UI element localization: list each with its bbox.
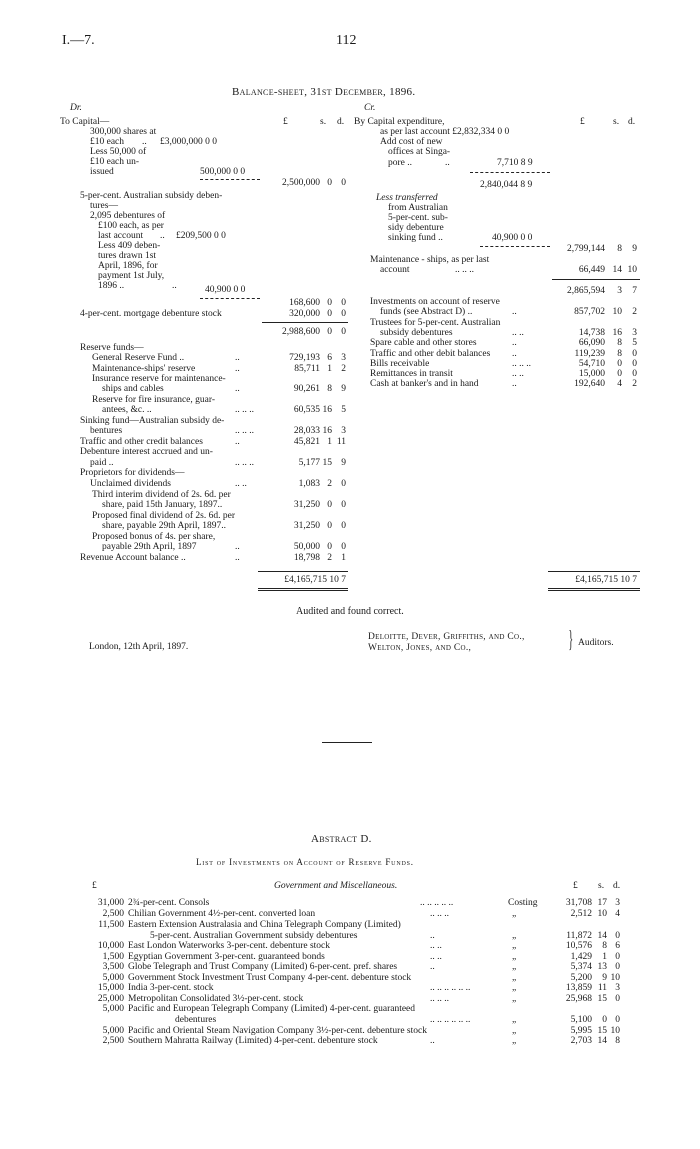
- dots: .. ..: [430, 941, 442, 951]
- dr-row-amount: 1,083: [298, 479, 320, 489]
- investment-cost-s: 17: [597, 898, 607, 908]
- dr-row-d: 9: [341, 384, 346, 394]
- dr-row-label: Third interim dividend of 2s. 6d. per: [92, 490, 231, 500]
- investment-cost-s: 14: [597, 1036, 607, 1046]
- costing-mark: „: [512, 962, 517, 972]
- investment-cost-pounds: 11,872: [566, 931, 592, 941]
- cr-row-label: Traffic and other debit balances: [370, 349, 491, 359]
- investment-description: Chilian Government 4½-per-cent. converted loan: [128, 909, 316, 919]
- aus-line: 5-per-cent. Australian subsidy deben-: [80, 191, 223, 201]
- dr-row-s: 1: [327, 437, 332, 447]
- investment-cost-d: 0: [615, 962, 620, 972]
- dr-subtotal-d: 0: [341, 327, 346, 337]
- balance-sheet-title: Balance-sheet, 31st December, 1896.: [232, 86, 416, 98]
- reserve-heading: Reserve funds—: [80, 343, 144, 353]
- investment-cost-d: 4: [615, 909, 620, 919]
- aus-line: tures—: [90, 201, 118, 211]
- dr-label: Dr.: [70, 103, 82, 113]
- cr-subtotal-d: 7: [632, 286, 637, 296]
- dr-row-label: Sinking fund—Australian subsidy de-: [80, 416, 225, 426]
- cr-cap-line: 5-per-cent. sub-: [388, 213, 448, 223]
- dots: ..: [512, 338, 517, 348]
- cr-subtotal: 2,865,594: [567, 286, 605, 296]
- capital-line: £10 each un-: [90, 157, 140, 167]
- dr-row-d: 5: [341, 405, 346, 415]
- dr-row-label: paid ..: [90, 458, 114, 468]
- investment-description: debentures: [175, 1015, 217, 1025]
- cr-row-s: 4: [617, 379, 622, 389]
- investment-description: Egyptian Government 3-per-cent. guaranteed bonds: [128, 952, 325, 962]
- costing-mark: „: [512, 973, 517, 983]
- costing-mark: „: [512, 1026, 517, 1036]
- investment-nominal: 25,000: [97, 994, 124, 1004]
- maint-s: 14: [612, 265, 622, 275]
- investment-cost-d: 10: [610, 1026, 620, 1036]
- dots: .. .. ..: [235, 405, 254, 415]
- dr-row-s: 16: [322, 405, 332, 415]
- investment-nominal: 31,000: [97, 898, 124, 908]
- dr-row-label: share, paid 15th January, 1897..: [102, 500, 223, 510]
- dr-row-d: 0: [341, 479, 346, 489]
- cr-row-amount: 192,640: [574, 379, 605, 389]
- aus-total-s: 0: [327, 298, 332, 308]
- dots: ..: [160, 231, 165, 241]
- dr-row-label: Proprietors for dividends—: [80, 468, 185, 478]
- dr-row-label: Insurance reserve for maintenance-: [92, 374, 226, 384]
- costing-mark: „: [512, 983, 517, 993]
- investment-cost-s: 15: [597, 994, 607, 1004]
- costing-mark: „: [512, 909, 517, 919]
- dots: ..: [172, 281, 177, 291]
- divider: [548, 571, 640, 572]
- dr-row-amount: 5,177: [298, 458, 320, 468]
- investment-description: Metropolitan Consolidated 3½-per-cent. stock: [128, 994, 304, 1004]
- dr-grand-total: £4,165,715 10 7: [284, 575, 346, 585]
- cr-row-label: Bills receivable: [370, 359, 430, 369]
- divider: [470, 172, 550, 173]
- audit-statement: Audited and found correct.: [296, 606, 404, 617]
- investment-cost-s: 14: [597, 931, 607, 941]
- investment-cost-d: 10: [610, 973, 620, 983]
- maint-line: account: [380, 265, 410, 275]
- costing-mark: „: [512, 1036, 517, 1046]
- cr-row-label: Spare cable and other stores: [370, 338, 477, 348]
- abstract-col-s: s.: [598, 881, 605, 891]
- dr-subtotal-s: 0: [327, 327, 332, 337]
- dr-row-label: Reserve for fire insurance, guar-: [92, 395, 215, 405]
- cr-cap-total-d: 9: [632, 244, 637, 254]
- cr-row-amount: 14,738: [578, 328, 605, 338]
- cr-row-label: Investments on account of reserve: [370, 297, 500, 307]
- dr-row-d: 0: [341, 500, 346, 510]
- dr-row-d: 11: [336, 437, 346, 447]
- dr-row-label: payable 29th April, 1897: [102, 542, 197, 552]
- investment-nominal: 2,500: [102, 1036, 124, 1046]
- cr-cap-line: sinking fund ..: [388, 233, 443, 243]
- investment-cost-s: 15: [597, 1026, 607, 1036]
- investment-description: Eastern Extension Australasia and China Telegraph Company (Limited): [128, 920, 401, 930]
- cr-row-amount: 54,710: [578, 359, 605, 369]
- cr-row-d: 3: [632, 328, 637, 338]
- cr-row-label: Cash at banker's and in hand: [370, 379, 479, 389]
- dots: ..: [430, 962, 435, 972]
- dr-row-label: ships and cables: [102, 384, 164, 394]
- abstract-section: Government and Miscellaneous.: [274, 881, 398, 891]
- cr-row-d: 5: [632, 338, 637, 348]
- investment-cost-d: 0: [615, 952, 620, 962]
- cr-cap-line: offices at Singa-: [388, 147, 451, 157]
- investment-description: Pacific and European Telegraph Company (Limited) 4-per-cent. guaranteed: [128, 1004, 416, 1014]
- dr-row-s: 2: [327, 553, 332, 563]
- dots: ..: [235, 542, 240, 552]
- cr-row-s: 8: [617, 349, 622, 359]
- dr-row-s: 16: [322, 426, 332, 436]
- costing-mark: „: [512, 994, 517, 1004]
- auditor-firm-2: Welton, Jones, and Co.,: [368, 643, 472, 653]
- dr-row-d: 3: [341, 353, 346, 363]
- dots: ..: [512, 379, 517, 389]
- capital-line: £10 each: [90, 137, 125, 147]
- dr-row-label: General Reserve Fund ..: [92, 353, 185, 363]
- investment-description: 5-per-cent. Australian Government subsidy debentures: [150, 931, 358, 941]
- audit-place-date: London, 12th April, 1897.: [89, 642, 189, 652]
- dr-row-amount: 729,193: [289, 353, 320, 363]
- cr-row-d: 0: [632, 349, 637, 359]
- abstract-title: Abstract D.: [311, 833, 372, 845]
- investment-cost-s: 8: [602, 941, 607, 951]
- cr-cap-total-s: 8: [617, 244, 622, 254]
- divider: [548, 588, 640, 589]
- dr-row-amount: 60,535: [293, 405, 320, 415]
- divider: [262, 322, 348, 323]
- capital-total-s: 0: [327, 178, 332, 188]
- dr-row-amount: 50,000: [293, 542, 320, 552]
- cr-cap-line: By Capital expenditure,: [354, 117, 445, 127]
- aus-line: last account: [98, 231, 144, 241]
- cr-cap-total: 2,799,144: [567, 244, 605, 254]
- investment-cost-pounds: 5,374: [570, 962, 592, 972]
- dots: .. .. ..: [430, 994, 449, 1004]
- investment-nominal: 2,500: [102, 909, 124, 919]
- dr-row-d: 9: [341, 458, 346, 468]
- cr-row-s: 10: [612, 307, 622, 317]
- dots: ..: [445, 158, 450, 168]
- cr-col-d: d.: [628, 117, 636, 127]
- cr-cap-line: pore ..: [388, 158, 413, 168]
- dr-row-amount: 28,033: [293, 426, 320, 436]
- abstract-col-d: d.: [613, 881, 621, 891]
- dr-row-d: 2: [341, 364, 346, 374]
- dr-row-label: Traffic and other credit balances: [80, 437, 203, 447]
- aus-line: Less 409 deben-: [98, 241, 161, 251]
- costing-mark: „: [512, 941, 517, 951]
- dr-row-label: bentures: [90, 426, 123, 436]
- investment-nominal: 15,000: [97, 983, 124, 993]
- mortgage-label: 4-per-cent. mortgage debenture stock: [80, 309, 222, 319]
- costing-mark: „: [512, 931, 517, 941]
- dots: .. ..: [512, 369, 524, 379]
- dr-row-amount: 90,261: [293, 384, 320, 394]
- investment-cost-d: 6: [615, 941, 620, 951]
- investment-cost-pounds: 25,968: [565, 994, 592, 1004]
- dr-row-s: 0: [327, 542, 332, 552]
- dots: ..: [235, 553, 240, 563]
- investment-description: Pacific and Oriental Steam Navigation Company 3½-per-cent. debenture stock: [128, 1026, 427, 1036]
- auditors-label: Auditors.: [578, 638, 614, 648]
- dr-col-s: s.: [320, 117, 327, 127]
- dr-row-s: 0: [327, 521, 332, 531]
- investment-cost-s: 10: [597, 909, 607, 919]
- aus-line: 1896 ..: [98, 281, 125, 291]
- abstract-col-nominal: £: [92, 881, 97, 891]
- section-divider: [322, 742, 372, 743]
- dr-col-d: d.: [337, 117, 345, 127]
- cr-row-amount: 15,000: [578, 369, 605, 379]
- divider: [258, 588, 348, 589]
- aus-line: payment 1st July,: [98, 271, 165, 281]
- aus-line: £100 each, as per: [98, 221, 164, 231]
- capital-heading: To Capital—: [60, 117, 110, 127]
- dots: .. .. .. .. ..: [420, 898, 454, 908]
- dr-row-s: 15: [322, 458, 332, 468]
- investment-cost-d: 0: [615, 994, 620, 1004]
- aus-gross: £209,500 0 0: [176, 231, 226, 241]
- investment-cost-s: 9: [602, 973, 607, 983]
- investment-cost-s: 1: [602, 952, 607, 962]
- dr-row-s: 2: [327, 479, 332, 489]
- cr-row-d: 0: [632, 359, 637, 369]
- dr-row-label: antees, &c. ..: [102, 405, 152, 415]
- investment-cost-pounds: 31,708: [565, 898, 592, 908]
- cr-cap-less: 40,900 0 0: [492, 233, 533, 243]
- investment-description: 2¾-per-cent. Consols: [128, 898, 210, 908]
- investment-cost-pounds: 5,995: [570, 1026, 592, 1036]
- cr-cap-line: as per last account £2,832,334 0 0: [380, 127, 510, 137]
- cr-grand-total: £4,165,715 10 7: [575, 575, 637, 585]
- dr-row-s: 6: [327, 353, 332, 363]
- cr-row-s: 16: [612, 328, 622, 338]
- page-number: 112: [336, 33, 357, 48]
- dr-row-amount: 31,250: [293, 500, 320, 510]
- investment-description: Government Stock Investment Trust Company 4-per-cent. debenture stock: [128, 973, 412, 983]
- investment-cost-d: 8: [615, 1036, 620, 1046]
- divider: [548, 590, 640, 591]
- maint-line: Maintenance - ships, as per last: [370, 255, 490, 265]
- cr-row-d: 2: [632, 379, 637, 389]
- dots: .. .. ..: [235, 458, 254, 468]
- investment-description: East London Waterworks 3-per-cent. debenture stock: [128, 941, 330, 951]
- dots: ..: [512, 307, 517, 317]
- dr-row-s: 1: [327, 364, 332, 374]
- cr-cap-line: Less transferred: [376, 193, 438, 203]
- investment-cost-pounds: 5,100: [570, 1015, 592, 1025]
- investment-nominal: 3,500: [102, 962, 124, 972]
- costing-mark: Costing: [508, 898, 538, 908]
- dots: .. ..: [235, 479, 247, 489]
- investment-cost-pounds: 1,429: [570, 952, 592, 962]
- capital-total-d: 0: [341, 178, 346, 188]
- abstract-subtitle: List of Investments on Account of Reserve Funds.: [196, 857, 414, 867]
- cr-row-s: 8: [617, 338, 622, 348]
- dots: .. ..: [430, 952, 442, 962]
- aus-total: 168,600: [289, 298, 320, 308]
- dr-row-s: 8: [327, 384, 332, 394]
- cr-row-amount: 119,239: [574, 349, 605, 359]
- dr-row-label: Maintenance-ships' reserve: [92, 364, 196, 374]
- divider: [258, 590, 348, 591]
- divider: [258, 571, 348, 572]
- investment-cost-d: 3: [615, 983, 620, 993]
- cr-row-label: Trustees for 5-per-cent. Australian: [370, 318, 501, 328]
- dr-row-s: 0: [327, 500, 332, 510]
- cr-row-label: subsidy debentures: [380, 328, 453, 338]
- brace: }: [568, 627, 574, 653]
- investment-nominal: 1,500: [102, 952, 124, 962]
- dots: .. .. .. .. .. ..: [430, 1015, 471, 1025]
- mortgage-d: 0: [341, 309, 346, 319]
- cr-row-d: 2: [632, 307, 637, 317]
- dots: ..: [235, 364, 240, 374]
- investment-cost-d: 0: [615, 1015, 620, 1025]
- investment-cost-s: 13: [597, 962, 607, 972]
- cr-cap-add: 7,710 8 9: [497, 158, 533, 168]
- cr-cap-line: Add cost of new: [380, 137, 443, 147]
- maint-amount: 66,449: [578, 265, 605, 275]
- investment-description: Globe Telegraph and Trust Company (Limited) 6-per-cent. pref. shares: [128, 962, 398, 972]
- investment-cost-s: 0: [602, 1015, 607, 1025]
- dots: .. .. ..: [455, 265, 474, 275]
- dr-row-amount: 85,711: [294, 364, 320, 374]
- aus-total-d: 0: [341, 298, 346, 308]
- costing-mark: „: [512, 952, 517, 962]
- aus-line: 2,095 debentures of: [90, 211, 166, 221]
- cr-row-label: funds (see Abstract D) ..: [380, 307, 473, 317]
- investment-nominal: 11,500: [98, 920, 124, 930]
- mortgage-s: 0: [327, 309, 332, 319]
- aus-line: tures drawn 1st: [98, 251, 157, 261]
- investment-description: India 3-per-cent. stock: [128, 983, 214, 993]
- capital-line: issued: [90, 167, 114, 177]
- costing-mark: „: [512, 1015, 517, 1025]
- investment-nominal: 10,000: [97, 941, 124, 951]
- cr-col-pound: £: [580, 117, 585, 127]
- mortgage-amount: 320,000: [289, 309, 320, 319]
- cr-label: Cr.: [364, 103, 376, 113]
- dots: ..: [430, 1036, 435, 1046]
- dr-subtotal: 2,988,600: [282, 327, 320, 337]
- investment-description: Southern Mahratta Railway (Limited) 4-per-cent. debenture stock: [128, 1036, 378, 1046]
- dots: .. ..: [512, 328, 524, 338]
- cr-cap-line: sidy debenture: [388, 223, 444, 233]
- dr-row-d: 3: [341, 426, 346, 436]
- investment-cost-s: 11: [597, 983, 607, 993]
- investment-nominal: 5,000: [102, 1026, 124, 1036]
- dots: ..: [430, 931, 435, 941]
- dots: ..: [142, 137, 147, 147]
- dr-row-label: Debenture interest accrued and un-: [80, 447, 213, 457]
- dots: ..: [512, 349, 517, 359]
- page-ref: I.—7.: [62, 33, 95, 48]
- dots: .. .. ..: [235, 426, 254, 436]
- investment-cost-d: 0: [615, 931, 620, 941]
- aus-line: April, 1896, for: [98, 261, 158, 271]
- dr-row-amount: 31,250: [293, 521, 320, 531]
- dots: .. .. ..: [512, 359, 531, 369]
- investment-nominal: 5,000: [102, 973, 124, 983]
- dr-col-pound: £: [283, 117, 288, 127]
- investment-cost-pounds: 2,512: [570, 909, 592, 919]
- dr-row-amount: 18,798: [293, 553, 320, 563]
- capital-unissued: 500,000 0 0: [200, 167, 246, 177]
- dr-row-label: Unclaimed dividends: [90, 479, 171, 489]
- dots: ..: [235, 384, 240, 394]
- dots: ..: [235, 353, 240, 363]
- investment-cost-pounds: 10,576: [565, 941, 592, 951]
- dr-row-d: 0: [341, 521, 346, 531]
- cr-subtotal-s: 3: [617, 286, 622, 296]
- investment-cost-d: 3: [615, 898, 620, 908]
- investment-cost-pounds: 13,859: [565, 983, 592, 993]
- investment-cost-pounds: 2,703: [570, 1036, 592, 1046]
- capital-gross: £3,000,000 0 0: [160, 137, 217, 147]
- dr-row-amount: 45,821: [293, 437, 320, 447]
- dr-row-label: Revenue Account balance ..: [80, 553, 186, 563]
- cr-cap-gross: 2,840,044 8 9: [480, 180, 533, 190]
- cr-row-amount: 66,090: [578, 338, 605, 348]
- cr-cap-line: from Australian: [388, 203, 448, 213]
- dots: ..: [235, 437, 240, 447]
- dots: .. .. ..: [430, 909, 449, 919]
- dots: .. .. .. .. .. ..: [430, 983, 471, 993]
- cr-row-label: Remittances in transit: [370, 369, 453, 379]
- abstract-col-pound: £: [573, 881, 578, 891]
- investment-cost-pounds: 5,200: [570, 973, 592, 983]
- dr-row-label: Proposed bonus of 4s. per share,: [92, 532, 216, 542]
- maint-d: 10: [627, 265, 637, 275]
- dr-row-d: 0: [341, 542, 346, 552]
- investment-nominal: 5,000: [102, 1004, 124, 1014]
- dr-row-label: share, payable 29th April, 1897..: [102, 521, 227, 531]
- cr-row-s: 0: [617, 369, 622, 379]
- aus-drawn: 40,900 0 0: [205, 285, 246, 295]
- cr-row-s: 0: [617, 359, 622, 369]
- capital-total: 2,500,000: [282, 178, 320, 188]
- divider: [552, 279, 640, 280]
- capital-line: 300,000 shares at: [90, 127, 157, 137]
- capital-line: Less 50,000 of: [90, 147, 147, 157]
- dr-row-label: Proposed final dividend of 2s. 6d. per: [92, 511, 236, 521]
- auditor-firm-1: Deloitte, Dever, Griffiths, and Co.,: [368, 632, 525, 642]
- cr-row-amount: 857,702: [574, 307, 605, 317]
- cr-col-s: s.: [613, 117, 620, 127]
- dr-row-d: 1: [341, 553, 346, 563]
- cr-row-d: 0: [632, 369, 637, 379]
